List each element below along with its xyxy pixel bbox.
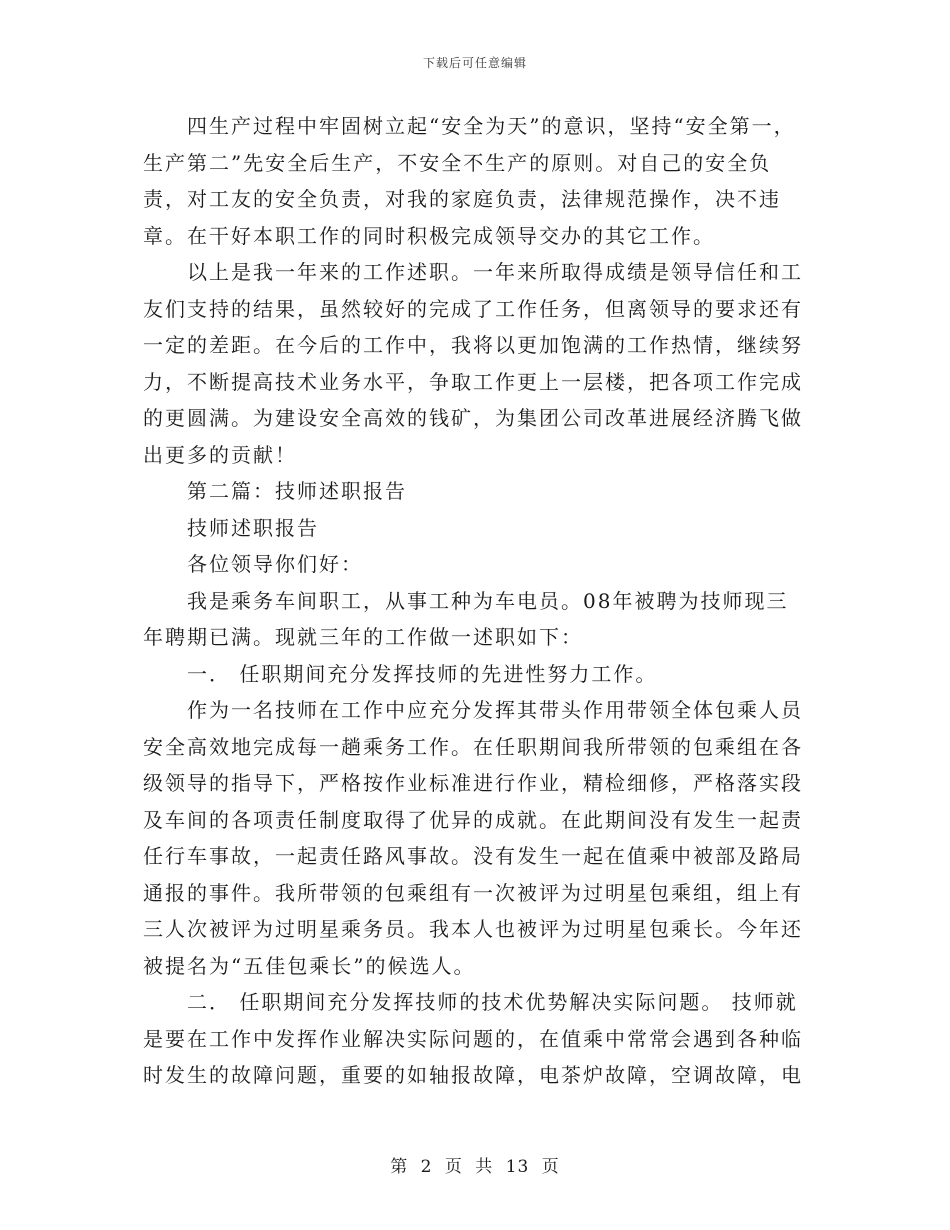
subheading-one: 一． 任职期间充分发挥技师的先进性努力工作。 [187,661,658,686]
page-header-note: 下载后可任意编辑 [422,56,527,70]
section-heading: 第二篇：技师述职报告 [187,479,407,503]
page-number-footer: 第 2 页 共 13 页 [390,1157,560,1177]
document-body [143,108,805,1094]
paragraph-intro: 我是乘务车间职工，从事工种为车电员。08年被聘为技师现三年聘期已满。现就三年的工作做一述职如下： [143,588,789,649]
paragraph-safety: 四生产过程中牢固树立起“安全为天”的意识，坚持“安全第一，生产第二”先安全后生产，不安全不生产的原则。对自己的安全负责，对工友的安全负责，对我的家庭负责，法律规范操作，决不违章。在干好本职工作的同时积极完成领导交办的其它工作。 [143,114,796,248]
report-title: 技师述职报告 [187,515,319,540]
paragraph-technical: 二． 任职期间充分发挥技师的技术优势解决实际问题。 技师就是要在工作中发挥作业解决实际问题的，在值乘中常常会遇到各种临时发生的故障问题，重要的如轴报故障，电茶炉故障，空调故障，电 [143,990,803,1087]
paragraph-summary: 以上是我一年来的工作述职。一年来所取得成绩是领导信任和工友们支持的结果，虽然较好的完成了工作任务，但离领导的要求还有一定的差距。在今后的工作中，我将以更加饱满的工作热情，继续努力，不断提高技术业务水平，争取工作更上一层楼，把各项工作完成的更圆满。为建设安全高效的钱矿，为集团公司改革进展经济腾飞做出更多的贡献！ [143,260,803,467]
paragraph-leadership: 作为一名技师在工作中应充分发挥其带头作用带领全体包乘人员安全高效地完成每一趟乘务工作。在任职期间我所带领的包乘组在各级领导的指导下，严格按作业标准进行作业，精检细修，严格落实段及车间的各项责任制度取得了优异的成就。在此期间没有发生一起责任行车事故，一起责任路风事故。没有发生一起在值乘中被部及路局通报的事件。我所带领的包乘组有一次被评为过明星包乘组，组上有三人次被评为过明星乘务员。我本人也被评为过明星包乘长。今年还被提名为“五佳包乘长”的候选人。 [143,698,803,978]
salutation: 各位领导你们好： [187,552,363,576]
